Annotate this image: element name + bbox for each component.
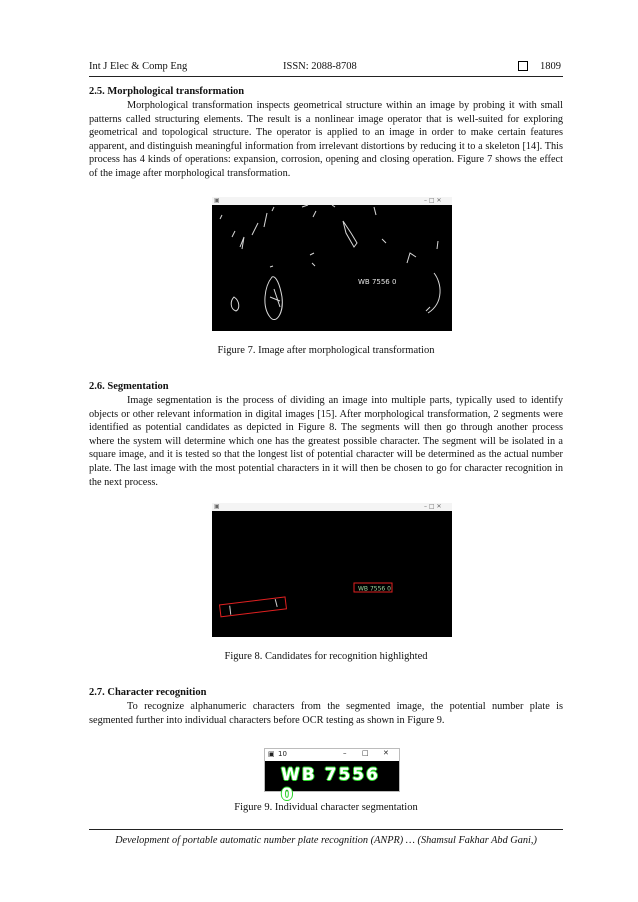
window-titlebar [265, 749, 399, 760]
figure-7-caption: Figure 7. Image after morphological transformation [217, 345, 435, 356]
maximize-icon[interactable]: □ [362, 749, 369, 757]
page-number: 1809 [540, 61, 561, 72]
footer-rule [89, 829, 563, 830]
section-title: 2.5. Morphological transformation [89, 86, 245, 97]
close-icon[interactable]: ✕ [383, 749, 389, 757]
candidate-box-bumper [220, 597, 287, 617]
figure-8-caption: Figure 8. Candidates for recognition highlighted [224, 651, 428, 662]
journal-name: Int J Elec & Comp Eng [89, 61, 188, 72]
window-app-icon: ▣ [268, 750, 275, 758]
section-paragraph: To recognize alphanumeric characters from the segmented image, the potential number plate is segmented further into individual characters before OCR testing as shown in Figure 9. [89, 701, 563, 726]
section-paragraph: Image segmentation is the process of dividing an image into multiple parts, typically used to identify objects or other relevant information in digital images [15]. After morphological transformation, 2 segments were identified as potential candidates as depicted in Figure 8. The segments will then go through another process where the system will determine which one has the greatest possible character. The segment will be isolated in a square image, and it is tested so that the longest list of potential character will be determined as the actual number plate. The last image with the most potential characters in it will then be chosen to go for character recognition in the next process. [89, 395, 563, 488]
section-title: 2.6. Segmentation [89, 381, 169, 392]
figure-8-plate-text: WB 7556 0 [358, 585, 391, 593]
window-title: 10 [278, 750, 287, 758]
figure-8-image: ▣ – □ ✕ WB 7556 0 [212, 503, 452, 637]
segmented-plate [265, 761, 399, 805]
figure-9-window [264, 748, 400, 805]
section-title: 2.7. Character recognition [89, 687, 207, 698]
candidate-boxes [212, 503, 452, 637]
figure-9-plate-text: WB 7556 0 [281, 765, 380, 805]
header-rule [89, 76, 563, 77]
square-icon [518, 61, 528, 73]
morphology-edges [212, 197, 452, 331]
section-paragraph: Morphological transformation inspects geometrical structure within an image by probing it with small patterns called structuring elements. The result is a nonlinear image operator that is well-suited for exploring geometrical and topological structure. The operator is applied to an image in order to make certain features apparent, and distinguish meaningful information from irrelevant distortions by reducing it to a skeleton [14]. This process has 4 kinds of operations: expansion, corrosion, opening and closing operation. Figure 7 shows the effect of the image after morphological transformation. [89, 100, 563, 179]
figure-9-caption: Figure 9. Individual character segmentation [234, 802, 418, 813]
minimize-icon[interactable]: – [343, 749, 347, 757]
figure-7-plate-text: WB 7556 0 [358, 278, 397, 286]
figure-7-image: ▣ – □ ✕ WB 7556 0 [212, 197, 452, 331]
footer-text: Development of portable automatic number plate recognition (ANPR) … (Shamsul Fakhar Abd Gani,) [115, 835, 537, 846]
issn: ISSN: 2088-8708 [283, 61, 357, 72]
